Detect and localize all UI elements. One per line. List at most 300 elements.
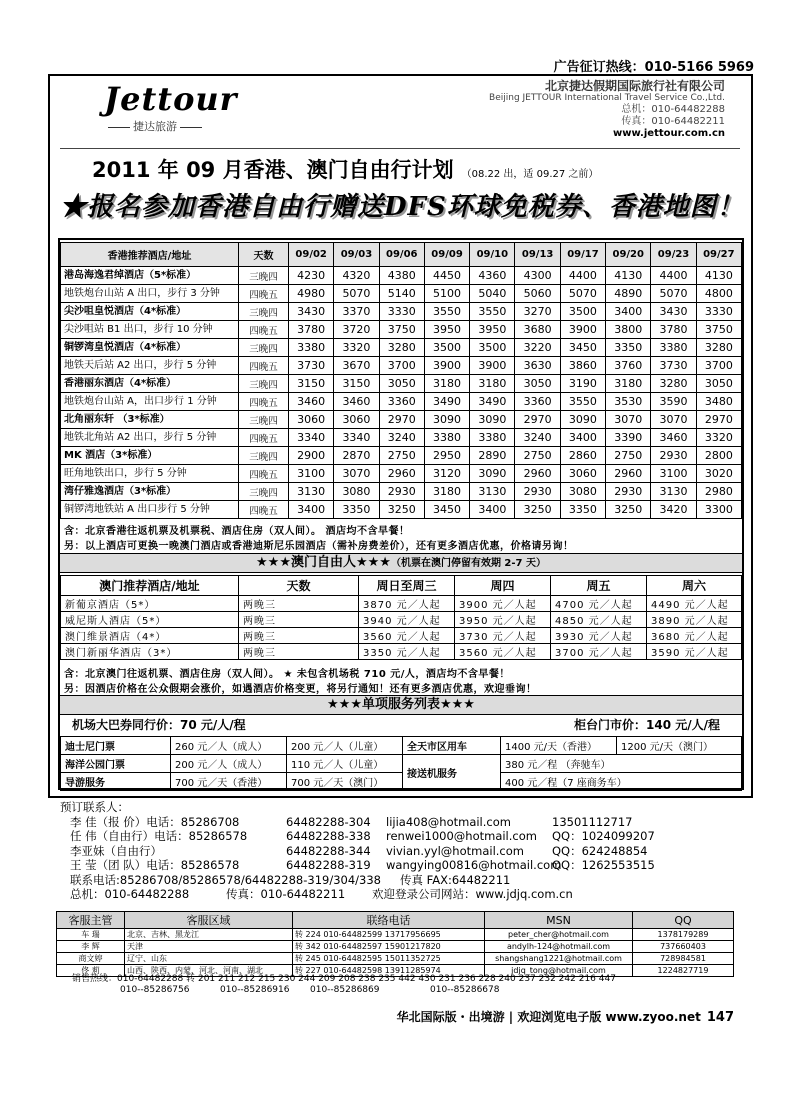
price-cell: 3490 [470,393,515,411]
hotel-name: MK 酒店（3*标准） [64,450,158,461]
contacts-section [56,800,676,902]
price-cell: 3450 [560,339,605,357]
sales-line-1: 010-64482288 转 201 211 212 215 230 244 209 208 238 235 442 430 231 236 228 240 237 232 242 216 447 [117,974,616,984]
hotel-cell [61,303,239,321]
service-label: 全天市区用车 [403,737,501,755]
table-row [61,644,742,660]
price-cell: 3860 [560,357,605,375]
contact-email[interactable]: vivian.yyl@hotmail.com [386,843,524,858]
hotel-cell [61,447,239,465]
col-header: 澳门推荐酒店/地址 [61,576,239,596]
macau-price-table [60,575,742,660]
stay-cell: 四晚五 [239,321,289,339]
hotel-name: 新葡京酒店（5*） [61,596,239,612]
macau-band-note: （机票在澳门停留有效期 2-7 天） [390,558,546,569]
hk-header-row [61,243,742,267]
macau-note-other: 另：因酒店价格在公众假期会涨价，如遇酒店价格变更，将另行通知！还有更多酒店优惠，欢迎垂询！ [64,684,537,695]
service-price: 110 元／人（儿童） [287,755,403,773]
price-cell: 3900 [470,357,515,375]
price-cell: 5070 [651,285,696,303]
price-cell: 3180 [470,375,515,393]
sales-label: 销售热线： [72,974,118,984]
price-cell: 4400 [651,267,696,285]
customer-service-table [56,911,734,977]
table-row [61,393,742,411]
price-cell: 3950 元／人起 [455,612,551,628]
price-cell: 3130 [470,483,515,501]
price-cell: 2930 [606,483,651,501]
price-cell: 3400 [470,501,515,519]
price-cell: 4320 [334,267,379,285]
cs-cell: 商文婷 [57,953,125,965]
hk-price-table [60,242,742,519]
stay-cell: 三晚四 [239,339,289,357]
cs-cell: 转 227 010-64482598 13911285974 [293,965,485,977]
price-cell: 3130 [651,483,696,501]
stay-cell: 三晚四 [239,303,289,321]
contact-ext: 64482288-344 [286,843,371,858]
hotel-name: 北角丽东轩 （3*标准） [64,414,170,425]
price-cell: 3550 [424,303,469,321]
service-price: 380 元／程 （奔驰车） [501,755,742,773]
price-cell: 2800 [696,447,741,465]
contacts-phones: 联系电话:85286708/85286578/64482288-319/304/338 [70,872,381,887]
price-cell: 3940 元／人起 [359,612,455,628]
price-cell: 3090 [470,411,515,429]
cs-cell: 1224827719 [633,965,734,977]
price-cell: 3250 [606,501,651,519]
price-cell: 3730 [651,357,696,375]
cs-cell: 天津 [125,941,293,953]
price-cell: 4700 元／人起 [551,596,647,612]
jettour-logo: Jettour [104,80,238,118]
col-days: 天数 [239,243,289,267]
service-label: 导游服务 [61,773,171,791]
hotel-name: 威尼斯人酒店（5*） [61,612,239,628]
price-cell: 3670 [334,357,379,375]
price-cell: 3270 [515,303,560,321]
contact-row [56,815,676,830]
hotel-name: 澳门维景酒店（4*） [61,628,239,644]
cs-cell: 北京、吉林、黑龙江 [125,929,293,941]
price-cell: 3590 [651,393,696,411]
price-cell: 4380 [379,267,424,285]
stay-cell: 四晚五 [239,429,289,447]
cs-cell: 车 瑞 [57,929,125,941]
table-row [61,429,742,447]
table-row [61,303,742,321]
col-header: QQ [633,912,734,929]
price-cell: 3950 [424,321,469,339]
cs-cell: 辽宁、山东 [125,953,293,965]
price-cell: 5070 [560,285,605,303]
price-cell: 3380 [424,429,469,447]
price-cell: 3500 [424,339,469,357]
stay-cell: 三晚四 [239,267,289,285]
price-cell: 3390 [606,429,651,447]
price-cell: 3900 元／人起 [455,596,551,612]
cs-cell[interactable]: shangshang1221@hotmail.com [485,953,633,965]
contacts-title: 预订联系人： [60,800,129,814]
price-cell: 3780 [651,321,696,339]
price-cell: 2960 [515,465,560,483]
col-header: 天数 [239,576,359,596]
price-cell: 3250 [515,501,560,519]
cs-cell[interactable]: andylh-124@hotmail.com [485,941,633,953]
main-fax: 传真：010-64482211 [226,887,346,901]
table-row [57,941,734,953]
contact-ext: 64482288-319 [286,858,371,872]
price-cell: 2980 [696,483,741,501]
company-name-en: Beijing JETTOUR International Travel Service Co.,Ltd. [489,93,725,103]
price-cell: 3320 [334,339,379,357]
contact-extra: QQ：624248854 [552,843,648,858]
price-cell: 3220 [515,339,560,357]
cs-cell: 转 245 010-64482595 15011352725 [293,953,485,965]
table-row [61,339,742,357]
sales-number: 010--85286916 [220,985,290,995]
price-cell: 3130 [289,483,334,501]
contact-ext: 64482288-338 [286,829,371,843]
stay-cell: 四晚五 [239,285,289,303]
hotel-cell [61,465,239,483]
price-cell: 4850 元／人起 [551,612,647,628]
title-main: 2011 年 09 月香港、澳门自由行计划 [92,158,454,182]
price-cell: 3060 [289,411,334,429]
hotel-name: 地铁炮台山站 A，出口步行 1 分钟 [64,396,217,407]
table-row [61,628,742,644]
col-header: 联络电话 [293,912,485,929]
price-cell: 3100 [289,465,334,483]
price-cell: 3380 [651,339,696,357]
service-price: 700 元／天（澳门） [287,773,403,791]
price-cell: 3430 [289,303,334,321]
price-cell: 2950 [424,447,469,465]
price-cell: 3050 [379,375,424,393]
price-cell: 3900 [560,321,605,339]
table-row [61,357,742,375]
stay-cell: 两晚三 [239,628,359,644]
price-cell: 3280 [379,339,424,357]
price-cell: 3490 [424,393,469,411]
cs-cell: 转 224 010-64482599 13717956695 [293,929,485,941]
table-row [61,501,742,519]
col-date: 09/13 [515,243,560,267]
price-cell: 3050 [515,375,560,393]
contact-email[interactable]: wangying00816@hotmail.com [386,858,562,872]
price-cell: 2750 [606,447,651,465]
price-cell: 5060 [515,285,560,303]
service-price: 200 元／人（成人） [171,755,287,773]
service-price: 700 元／天（香港） [171,773,287,791]
table-row [61,465,742,483]
price-cell: 3340 [334,429,379,447]
stay-cell: 四晚五 [239,393,289,411]
price-cell: 4360 [470,267,515,285]
price-cell: 3150 [334,375,379,393]
price-cell: 3460 [334,393,379,411]
price-cell: 4230 [289,267,334,285]
hotel-name: 尖沙咀皇悦酒店（4*标准） [64,306,187,317]
price-cell: 3320 [696,429,741,447]
hotel-cell [61,357,239,375]
website-link[interactable]: 欢迎登录公司网站：www.jdjq.com.cn [372,887,573,901]
stay-cell: 三晚四 [239,483,289,501]
contact-ext: 64482288-304 [286,814,371,829]
price-cell: 4300 [515,267,560,285]
airport-bus-price: 机场大巴券同行价：70 元/人/程 [72,718,246,732]
hotel-cell [61,483,239,501]
price-cell: 3700 元／人起 [551,644,647,660]
price-cell: 3150 [289,375,334,393]
price-cell: 3350 [334,501,379,519]
price-cell: 3090 [424,411,469,429]
price-cell: 2930 [379,483,424,501]
price-cell: 3450 [424,501,469,519]
stay-cell: 三晚四 [239,447,289,465]
price-cell: 2860 [560,447,605,465]
table-row [61,285,742,303]
price-cell: 3080 [334,483,379,501]
hotel-cell [61,339,239,357]
table-row [61,375,742,393]
price-cell: 3730 元／人起 [455,628,551,644]
price-cell: 3190 [560,375,605,393]
service-price: 1200 元/天（澳门） [617,737,742,755]
price-cell: 3060 [334,411,379,429]
promo-headline: ★报名参加香港自由行赠送DFS环球免税券、香港地图！ [60,192,744,222]
price-cell: 3350 元／人起 [359,644,455,660]
price-cell: 3630 [515,357,560,375]
ad-hotline: 广告征订热线：010-5166 5969 [553,60,754,75]
price-cell: 3680 [515,321,560,339]
price-cell: 3400 [606,303,651,321]
contact-row [56,844,676,859]
contact-name: 任 伟（自由行）电话：85286578 [70,829,248,843]
col-date: 09/17 [560,243,605,267]
price-cell: 3760 [606,357,651,375]
price-cell: 3400 [560,429,605,447]
cs-cell: 李 辉 [57,941,125,953]
cs-header-row [57,912,734,929]
price-cell: 3550 [470,303,515,321]
price-cell: 4450 [424,267,469,285]
hotel-cell [61,375,239,393]
price-cell: 3100 [651,465,696,483]
service-row-guide [61,773,742,791]
hk-note-includes: 含：北京香港往返机票及机票税、酒店住房（双人间）。 酒店均不含早餐！ [64,526,410,537]
sales-hotline [72,974,616,996]
price-cell: 4890 [606,285,651,303]
col-hotel: 香港推荐酒店/地址 [61,243,239,267]
service-price: 1400 元/天（香港） [501,737,617,755]
service-row-ocean [61,755,742,773]
col-date: 09/06 [379,243,424,267]
price-cell: 2870 [334,447,379,465]
price-cell: 3300 [696,501,741,519]
hotel-name: 湾仔雅逸酒店（3*标准） [64,486,177,497]
cs-cell: 728984581 [633,953,734,965]
stay-cell: 四晚五 [239,501,289,519]
price-cell: 3430 [651,303,696,321]
price-cell: 3060 [560,465,605,483]
contact-extra: 13501112717 [552,814,633,829]
services-band: ★★★单项服务列表★★★ [60,695,742,715]
hotel-cell [61,321,239,339]
logo-cn: 捷达旅游 [133,120,177,133]
contact-row [56,858,676,873]
price-cell: 3720 [334,321,379,339]
hotel-cell [61,393,239,411]
hk-note-other: 另：以上酒店可更换一晚澳门酒店或香港迪斯尼乐园酒店（需补房费差价），还有更多酒店优惠，价格请另询！ [64,541,574,552]
service-price: 400 元／程（7 座商务车） [501,773,742,791]
col-header: 周四 [455,576,551,596]
price-cell: 3900 [424,357,469,375]
price-cell: 2930 [515,483,560,501]
main-phone: 总机：010-64482288 [70,887,190,901]
col-date: 09/20 [606,243,651,267]
macau-header-row [61,576,742,596]
price-cell: 2960 [606,465,651,483]
page-number: 147 [706,1010,734,1025]
col-date: 09/27 [696,243,741,267]
price-cell: 3750 [696,321,741,339]
contact-name: 李 佳（报 价）电话：85286708 [70,814,240,829]
sales-number: 010--85286756 [120,985,190,995]
price-cell: 2970 [696,411,741,429]
price-cell: 3120 [424,465,469,483]
hotel-name: 铜锣湾皇悦酒店（4*标准） [64,342,187,353]
contact-email[interactable]: lijia408@hotmail.com [386,814,511,829]
service-price: 200 元／人（儿童） [287,737,403,755]
price-cell: 3700 [379,357,424,375]
cs-cell[interactable]: jdjq_tong@hotmail.com [485,965,633,977]
price-cell: 3480 [696,393,741,411]
hotel-name: 地铁炮台山站 A 出口，步行 3 分钟 [64,288,220,299]
price-cell: 2890 [470,447,515,465]
price-cell: 3180 [424,375,469,393]
hotel-name: 香港丽东酒店（4*标准） [64,378,177,389]
price-cell: 3070 [334,465,379,483]
service-label: 迪士尼门票 [61,737,171,755]
service-label: 海洋公园门票 [61,755,171,773]
company-phone: 总机：010-64482288 [621,104,725,115]
price-cell: 4800 [696,285,741,303]
price-cell: 2960 [379,465,424,483]
hotel-cell [61,285,239,303]
price-cell: 2930 [651,447,696,465]
price-cell: 3180 [424,483,469,501]
price-cell: 3090 [470,465,515,483]
table-row [61,267,742,285]
price-cell: 3240 [379,429,424,447]
hotel-name: 铜锣湾地铁站 A 出口步行 5 分钟 [64,504,210,515]
price-cell: 3560 元／人起 [455,644,551,660]
price-cell: 3870 元／人起 [359,596,455,612]
header-divider [60,148,740,149]
stay-cell: 四晚五 [239,465,289,483]
footer-text: 华北国际版・出境游 | 欢迎浏览电子版 www.zyoo.net [396,1010,701,1024]
price-cell: 2750 [515,447,560,465]
contact-extra: QQ：1024099207 [552,829,655,843]
price-cell: 4130 [696,267,741,285]
price-cell: 3890 元／人起 [647,612,742,628]
contact-name: 李亚妹（自由行） [70,843,162,858]
col-header: 客服主管 [57,912,125,929]
hotel-name: 旺角地铁出口，步行 5 分钟 [64,468,187,479]
contact-row [56,829,676,844]
price-cell: 3180 [606,375,651,393]
price-cell: 5140 [379,285,424,303]
hotel-cell [61,501,239,519]
price-cell: 3330 [379,303,424,321]
cs-cell[interactable]: peter_cher@hotmail.com [485,929,633,941]
price-cell: 3360 [515,393,560,411]
contact-extra: QQ：1262553515 [552,858,655,872]
company-name-cn: 北京捷达假期国际旅行社有限公司 [544,79,725,93]
price-cell: 3280 [651,375,696,393]
stay-cell: 三晚四 [239,375,289,393]
stay-cell: 两晚三 [239,596,359,612]
table-row [57,953,734,965]
price-cell: 3050 [696,375,741,393]
cs-cell: 佟 莉 [57,965,125,977]
price-cell: 3530 [606,393,651,411]
price-cell: 3560 元／人起 [359,628,455,644]
price-cell: 3730 [289,357,334,375]
macau-note-includes: 含：北京澳门往返机票、酒店住房（双人间）。 ★ 未包含机场税 710 元/人，酒店均不含早餐！ [64,669,510,680]
price-cell: 3350 [560,501,605,519]
hotel-name: 澳门新丽华酒店（3*） [61,644,239,660]
price-cell: 2970 [379,411,424,429]
col-header: 周五 [551,576,647,596]
cs-cell: 1378179289 [633,929,734,941]
cs-cell: 737660403 [633,941,734,953]
price-cell: 3780 [289,321,334,339]
col-date: 09/03 [334,243,379,267]
stay-cell: 两晚三 [239,612,359,628]
price-cell: 3800 [606,321,651,339]
table-row [61,411,742,429]
price-cell: 3930 元／人起 [551,628,647,644]
price-cell: 3500 [470,339,515,357]
stay-cell: 三晚四 [239,411,289,429]
price-cell: 5070 [334,285,379,303]
price-cell: 3500 [560,303,605,321]
macau-band [60,553,742,573]
price-cell: 3360 [379,393,424,411]
price-cell: 4130 [606,267,651,285]
price-cell: 3020 [696,465,741,483]
hotel-name: 地铁天后站 A2 出口，步行 5 分钟 [64,360,217,371]
table-row [61,447,742,465]
price-cell: 3370 [334,303,379,321]
sales-number: 010--85286678 [430,985,500,995]
stay-cell: 四晚五 [239,357,289,375]
price-cell: 3250 [379,501,424,519]
company-website[interactable]: www.jettour.com.cn [612,128,725,139]
price-cell: 3340 [289,429,334,447]
col-header: MSN [485,912,633,929]
price-cell: 3330 [696,303,741,321]
contact-email[interactable]: renwei1000@hotmail.com [386,829,537,843]
stay-cell: 两晚三 [239,644,359,660]
price-cell: 3590 元／人起 [647,644,742,660]
macau-band-title: ★★★澳门自由人★★★ [256,555,391,570]
hotel-name: 港岛海逸君绰酒店（5*标准） [64,270,197,281]
page-title [92,154,598,184]
price-cell: 3400 [289,501,334,519]
